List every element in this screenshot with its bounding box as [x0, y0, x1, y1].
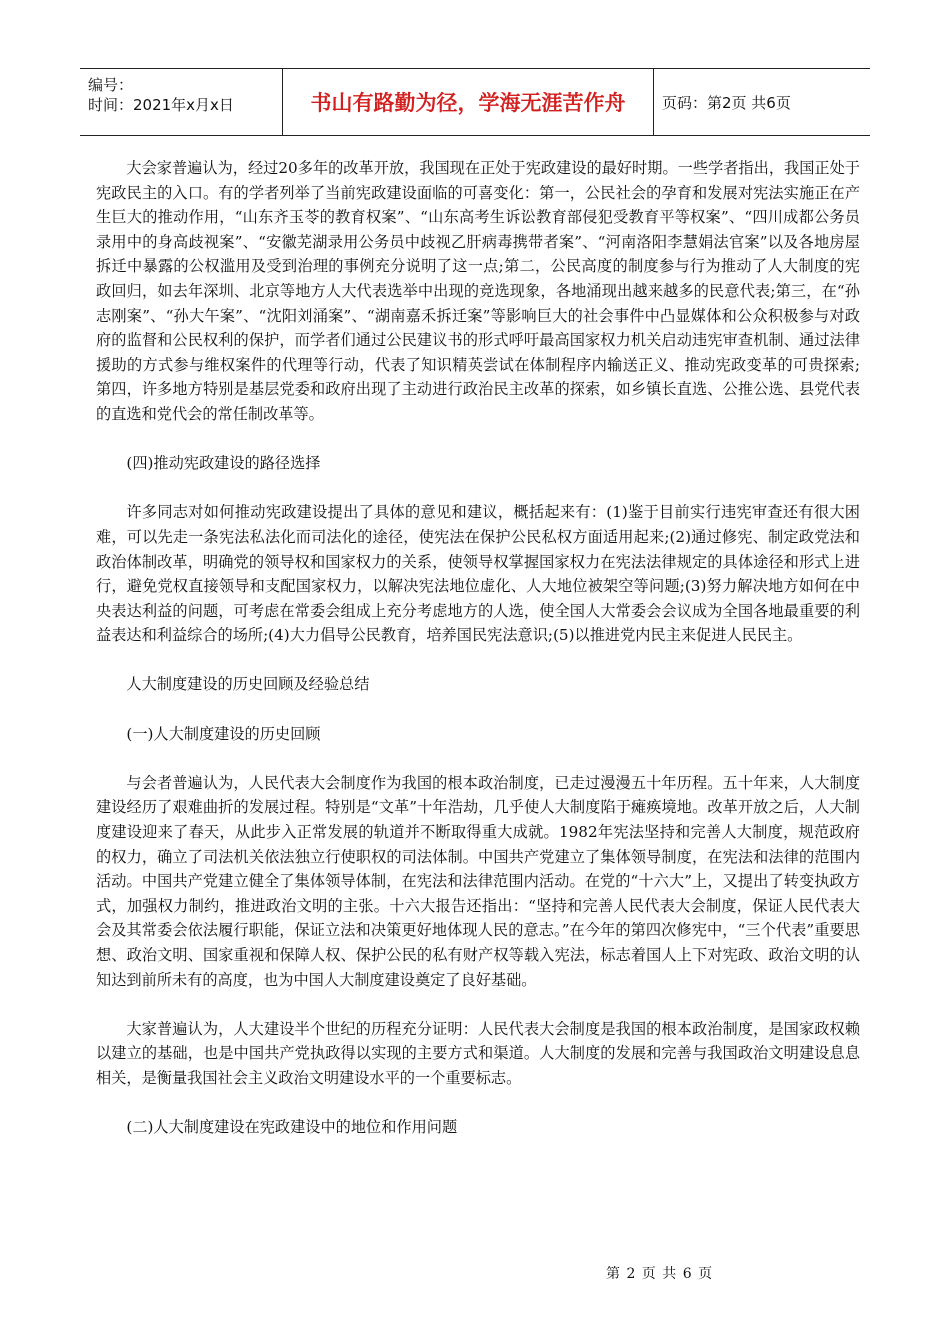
document-number-label: 编号：: [88, 76, 134, 94]
document-body: [96, 156, 860, 1164]
header-motto: 书山有路勤为径，学海无涯苦作舟: [283, 69, 654, 135]
body-paragraph: 大会家普遍认为，经过20多年的改革开放，我国现在正处于宪政建设的最好时期。一些学者指出，我国正处于宪政民主的入口。有的学者列举了当前宪政建设面临的可喜变化：第一，公民社会的孕育和发展对宪法实施正在产生巨大的推动作用，“山东齐玉苓的教育权案”、“山东高考生诉讼教育部侵犯受教育平等权案”、“四川成都公务员录用中的身高歧视案”、“安徽芜湖录用公务员中歧视乙肝病毒携带者案”、“河南洛阳李慧娟法官案”以及各地房屋拆迁中暴露的公权滥用及受到治理的事例充分说明了这一点;第二，公民高度的制度参与行为推动了人大制度的宪政回归，如去年深圳、北京等地方人大代表选举中出现的竞选现象，各地涌现出越来越多的民意代表;第三，在“孙志刚案”、“孙大午案”、“沈阳刘涌案”、“湖南嘉禾拆迁案”等影响巨大的社会事件中凸显媒体和公众积极参与对政府的监督和公民权利的保护，而学者们通过公民建议书的形式呼吁最高国家权力机关启动违宪审查机制、通过法律援助的方式参与维权案件的代理等行动，代表了知识精英尝试在体制程序内输送正义、推动宪政变革的可贵探索;第四，许多地方特别是基层党委和政府出现了主动进行政治民主改革的探索，如乡镇长直选、公推公选、县党代表的直选和党代会的常任制改革等。: [96, 159, 860, 423]
section-heading: 人大制度建设的历史回顾及经验总结: [126, 675, 370, 694]
header-page-info: 页码：第2页 共6页: [662, 93, 791, 112]
page-footer: 第 2 页 共 6 页: [606, 1266, 714, 1282]
header-meta: [80, 69, 283, 135]
document-time-label: 时间：2021年x月x日: [88, 96, 234, 114]
subsection-heading: (一)人大制度建设的历史回顾: [126, 724, 321, 743]
body-paragraph: 许多同志对如何推动宪政建设提出了具体的意见和建议，概括起来有：(1)鉴于目前实行违宪审查还有很大困难，可以先走一条宪法私法化而司法化的途径，使宪法在保护公民私权方面适用起来;(2)通过修宪、制定政党法和政治体制改革，明确党的领导权和国家权力的关系，使领导权掌握国家权力在宪法法律规定的具体途径和形式上进行，避免党权直接领导和支配国家权力，以解决宪法地位虚化、人大地位被架空等问题;(3)努力解决地方如何在中央表达利益的问题，可考虑在常委会组成上充分考虑地方的人选，使全国人大常委会会议成为全国各地最重要的利益表达和利益综合的场所;(4)大力倡导公民教育，培养国民宪法意识;(5)以推进党内民主来促进人民民主。: [96, 503, 860, 645]
page-header: [80, 68, 870, 136]
section-heading: (四)推动宪政建设的路径选择: [126, 454, 321, 473]
subsection-heading: (二)人大制度建设在宪政建设中的地位和作用问题: [126, 1118, 458, 1137]
body-paragraph: 与会者普遍认为，人民代表大会制度作为我国的根本政治制度，已走过漫漫五十年历程。五十年来，人大制度建设经历了艰难曲折的发展过程。特别是“文革”十年浩劫，几乎使人大制度陷于瘫痪境地。改革开放之后，人大制度建设迎来了春天，从此步入正常发展的轨道并不断取得重大成就。1982年宪法坚持和完善人大制度，规范政府的权力，确立了司法机关依法独立行使职权的司法体制。中国共产党建立了集体领导制度，在宪法和法律的范围内活动。中国共产党建立健全了集体领导体制，在宪法和法律范围内活动。在党的“十六大”上，又提出了转变执政方式，加强权力制约，推进政治文明的主张。十六大报告还指出：“坚持和完善人民代表大会制度，保证人民代表大会及其常委会依法履行职能，保证立法和决策更好地体现人民的意志。”在今年的第四次修宪中，“三个代表”重要思想、政治文明、国家重视和保障人权、保护公民的私有财产权等载入宪法，标志着国人上下对宪政、政治文明的认知达到前所未有的高度，也为中国人大制度建设奠定了良好基础。: [96, 773, 860, 989]
body-paragraph: 大家普遍认为，人大建设半个世纪的历程充分证明：人民代表大会制度是我国的根本政治制度，是国家政权赖以建立的基础，也是中国共产党执政得以实现的主要方式和渠道。人大制度的发展和完善与我国政治文明建设息息相关，是衡量我国社会主义政治文明建设水平的一个重要标志。: [96, 1019, 860, 1087]
